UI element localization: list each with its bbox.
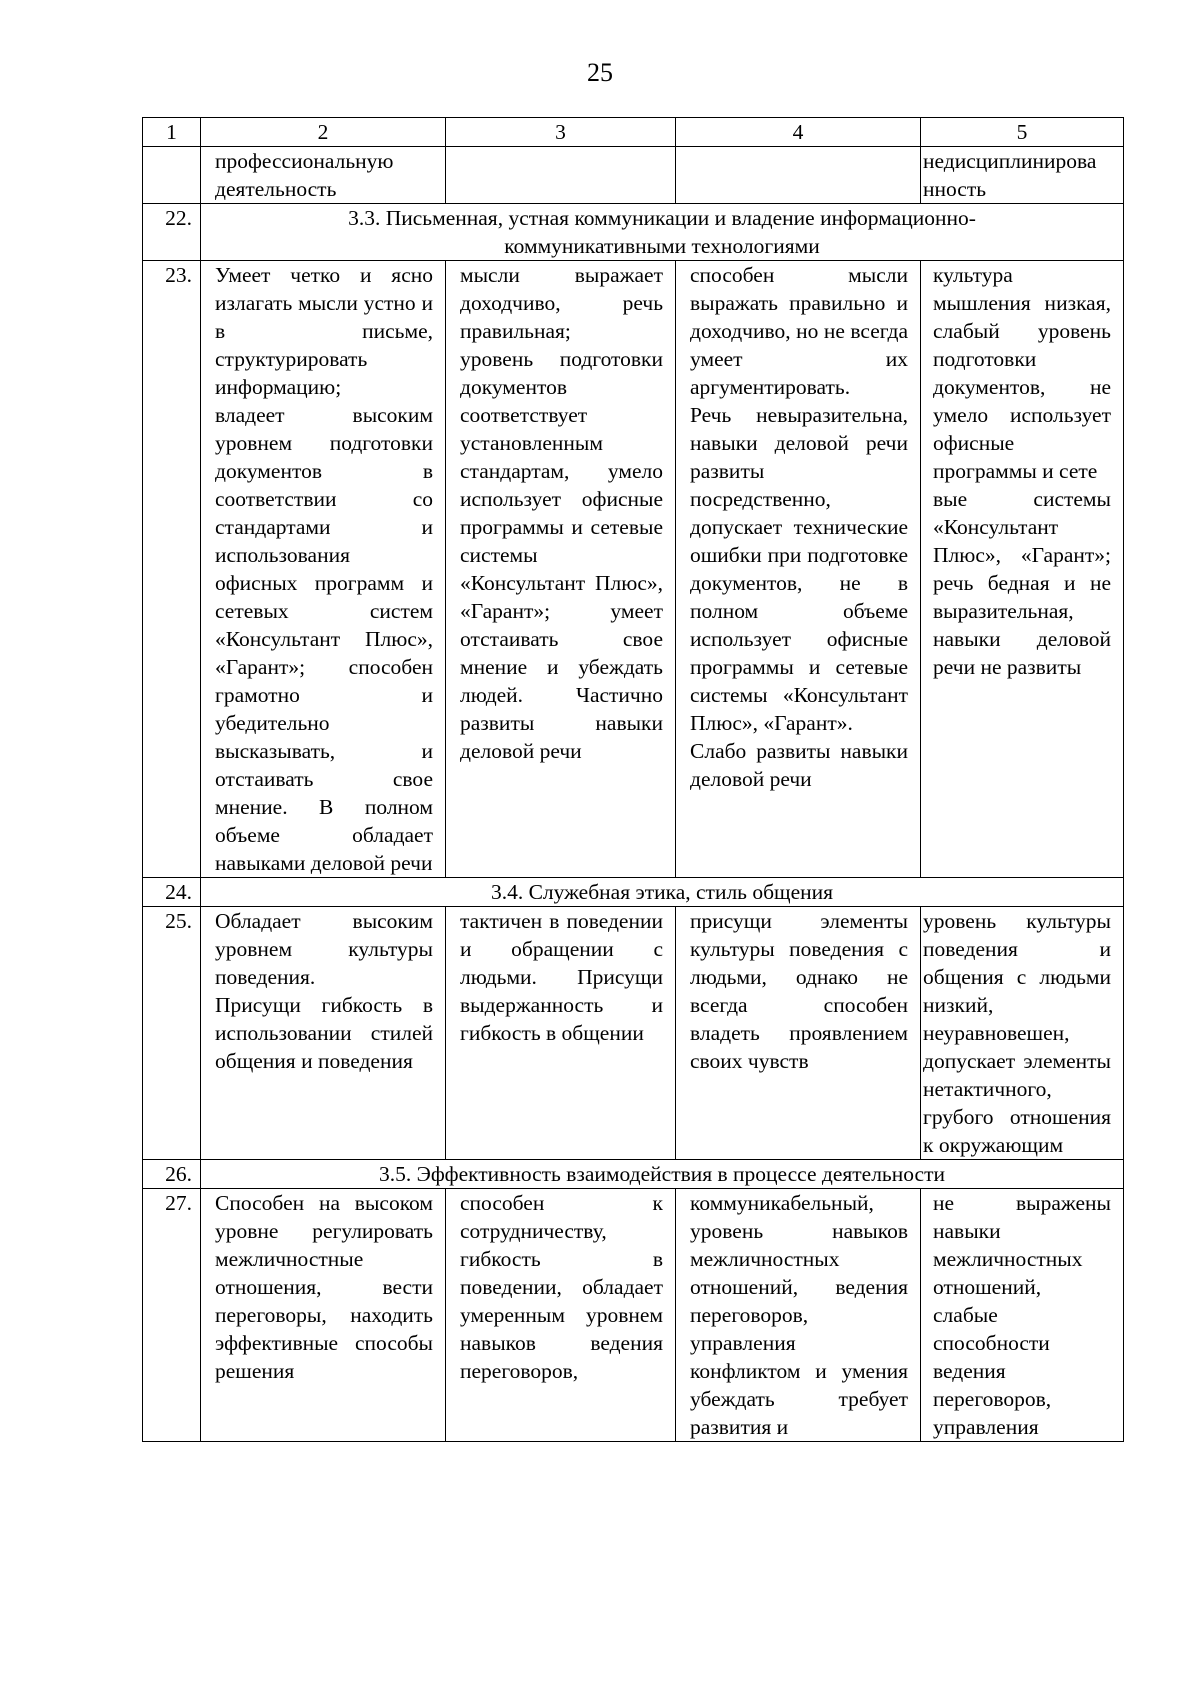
table-row-25 <box>143 907 1124 1160</box>
table-row-23 <box>143 261 1124 878</box>
cell-col-3: способен к сотрудничеству, гибкость в поведении, обладает умеренным уровнем навыков ведения переговоров, <box>446 1189 676 1442</box>
cell-col-2: Умеет четко и ясно излагать мысли устно и в письме, структурировать информацию; владеет высоким уровнем подготовки документов в соответствии со стандартами и использования офисных программ и сетевых систем «Консультант Плюс», «Гарант»; способен грамотно и убедительно высказывать, и отстаивать свое мнение. В полном объеме обладает навыками деловой речи <box>201 261 446 878</box>
section-row-22 <box>143 204 1124 261</box>
cell-col-3: мысли выражает доходчиво, речь правильная; уровень подготовки документов соответствует установленным стандартам, умело использует офисные программы и сетевые системы «Консультант Плюс», «Гарант»; умеет отстаивать свое мнение и убеждать людей. Частично развиты навыки деловой речи <box>446 261 676 878</box>
section-row-26 <box>143 1160 1124 1189</box>
section-title: 3.3. Письменная, устная коммуникации и владение информационно- коммуникативными технологиями <box>201 204 1124 261</box>
section-title: 3.5. Эффективность взаимодействия в процессе деятельности <box>201 1160 1124 1189</box>
header-col-5: 5 <box>921 118 1124 147</box>
table-row-27 <box>143 1189 1124 1442</box>
evaluation-table <box>142 117 1124 1442</box>
header-col-1: 1 <box>143 118 201 147</box>
cell-col-4: присущи элементы культуры поведения с людьми, однако не всегда способен владеть проявлением своих чувств <box>676 907 921 1160</box>
section-row-24 <box>143 878 1124 907</box>
header-col-2: 2 <box>201 118 446 147</box>
cell-col-5: уровень культуры поведения и общения с людьми низкий, неуравновешен, допускает элементы нетактичного, грубого отношения к окружающим <box>921 907 1124 1160</box>
cell-col-5: культура мышления низкая, слабый уровень подготовки документов, не умело использует офисные программы и сете вые системы «Консультант Плюс», «Гарант»; речь бедная и не выразительная, навыки деловой речи не развиты <box>921 261 1124 878</box>
row-number <box>143 147 201 204</box>
cell-col-4: способен мысли выражать правильно и доходчиво, но не всегда умеет их аргументировать. Речь невыразительна, навыки деловой речи развиты посредственно, допускает технические ошибки при подготовке документов, не в полном объеме использует офисные программы и сетевые системы «Консультант Плюс», «Гарант». Слабо развиты навыки деловой речи <box>676 261 921 878</box>
cell-col-5: не выражены навыки межличностных отношений, слабые способности ведения переговоров, управления <box>921 1189 1124 1442</box>
row-number: 24. <box>143 878 201 907</box>
cell-col-2: профессиональную деятельность <box>201 147 446 204</box>
cell-col-2: Способен на высоком уровне регулировать межличностные отношения, вести переговоры, находить эффективные способы решения <box>201 1189 446 1442</box>
row-number: 26. <box>143 1160 201 1189</box>
cell-col-4 <box>676 147 921 204</box>
page-number: 25 <box>587 58 613 87</box>
cell-col-5: недисциплинирова нность <box>921 147 1124 204</box>
table-header-row <box>143 118 1124 147</box>
row-number: 27. <box>143 1189 201 1442</box>
cell-col-4: коммуникабельный, уровень навыков межличностных отношений, ведения переговоров, управления конфликтом и умения убеждать требует развития и <box>676 1189 921 1442</box>
cell-col-3: тактичен в поведении и обращении с людьми. Присущи выдержанность и гибкость в общении <box>446 907 676 1160</box>
table-row-continued <box>143 147 1124 204</box>
header-col-3: 3 <box>446 118 676 147</box>
row-number: 22. <box>143 204 201 261</box>
cell-col-2: Обладает высоким уровнем культуры поведения. Присущи гибкость в использовании стилей общения и поведения <box>201 907 446 1160</box>
section-title: 3.4. Служебная этика, стиль общения <box>201 878 1124 907</box>
header-col-4: 4 <box>676 118 921 147</box>
row-number: 25. <box>143 907 201 1160</box>
cell-col-3 <box>446 147 676 204</box>
row-number: 23. <box>143 261 201 878</box>
